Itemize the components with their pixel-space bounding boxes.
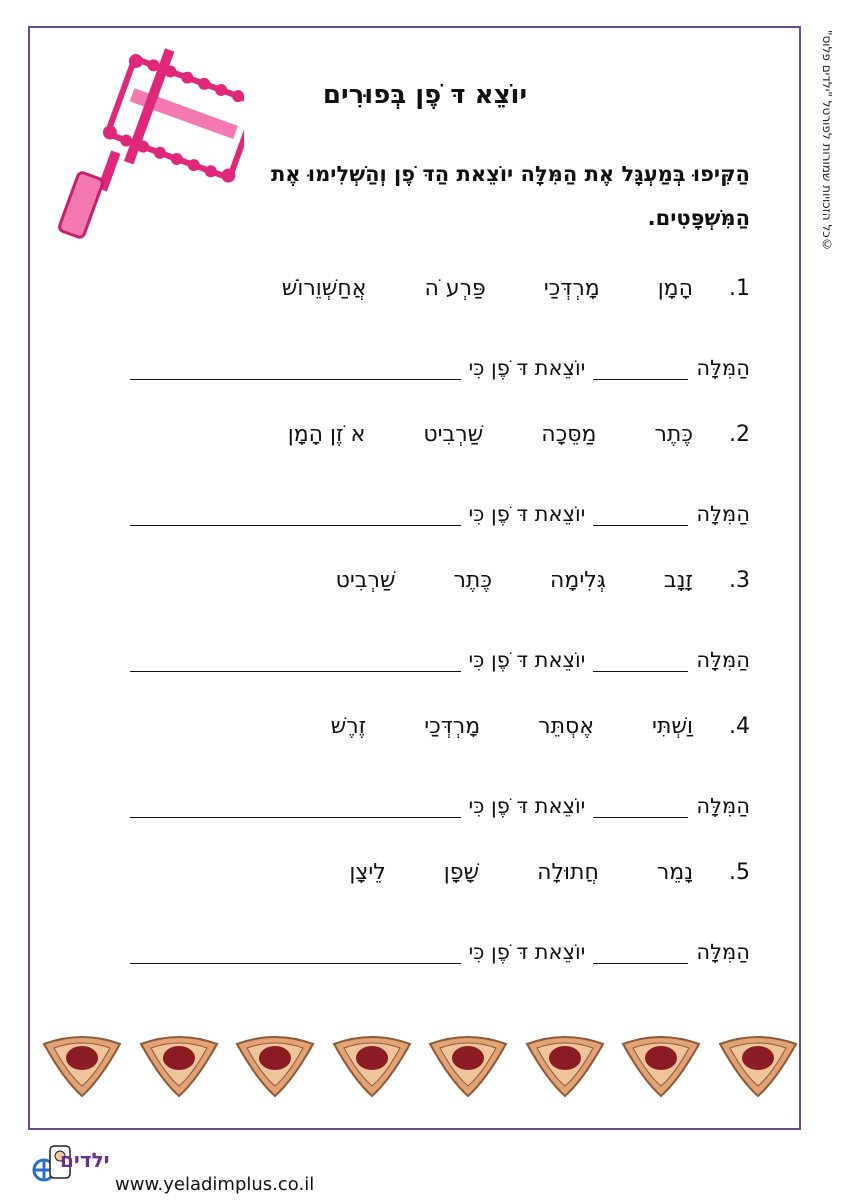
- logo-text: ילדים: [60, 1148, 110, 1172]
- word-option[interactable]: גְּלִימָה: [550, 567, 606, 593]
- answer-prefix: הַמִּלָּה: [696, 940, 750, 964]
- word-option[interactable]: זָנָב: [663, 567, 693, 593]
- hamantasch-icon: [619, 1030, 703, 1100]
- hamantasch-icon: [716, 1030, 800, 1100]
- reason-blank[interactable]: [130, 501, 461, 526]
- word-option[interactable]: שַׁרְבִיט: [335, 567, 396, 593]
- reason-blank[interactable]: [130, 939, 461, 964]
- reason-blank[interactable]: [130, 647, 461, 672]
- reason-blank[interactable]: [130, 355, 461, 380]
- answer-prefix: הַמִּלָּה: [696, 356, 750, 380]
- word-option[interactable]: כֶּתֶר: [654, 421, 693, 447]
- word-option[interactable]: א ֹזֶן הָמָן: [287, 421, 366, 447]
- question-number: 3.: [729, 567, 750, 593]
- answer-prefix: הַמִּלָּה: [696, 794, 750, 818]
- word-blank[interactable]: [593, 939, 688, 964]
- answer-sentence: [130, 778, 750, 818]
- hamantasch-icon: [40, 1030, 124, 1100]
- question-row: [130, 414, 750, 454]
- word-blank[interactable]: [593, 793, 688, 818]
- answer-sentence: [130, 340, 750, 380]
- word-blank[interactable]: [593, 501, 688, 526]
- hamantasch-icon: [426, 1030, 510, 1100]
- answer-sentence: [130, 924, 750, 964]
- word-option[interactable]: נָמֵר: [656, 859, 693, 885]
- word-option[interactable]: הָמָן: [657, 275, 693, 301]
- answer-middle: יוֹצֵאת דּ ֹפֶן כִּי: [468, 794, 586, 818]
- answer-middle: יוֹצֵאת דּ ֹפֶן כִּי: [468, 502, 586, 526]
- question-number: 5.: [729, 859, 750, 885]
- question-number: 2.: [729, 421, 750, 447]
- answer-middle: יוֹצֵאת דּ ֹפֶן כִּי: [468, 940, 586, 964]
- answer-prefix: הַמִּלָּה: [696, 502, 750, 526]
- word-option[interactable]: מָרְדְּכַי: [424, 713, 481, 739]
- hamantasch-icon: [523, 1030, 607, 1100]
- word-option[interactable]: זֶרֶשׁ: [330, 713, 367, 739]
- question-row: [130, 560, 750, 600]
- question-number: 1.: [729, 275, 750, 301]
- word-blank[interactable]: [593, 355, 688, 380]
- question-number: 4.: [729, 713, 750, 739]
- word-option[interactable]: וַשְׁתִּי: [652, 713, 693, 739]
- hamantaschen-row: [40, 1030, 800, 1110]
- word-option[interactable]: אֲחַשְׁוֵרוֹשׁ: [281, 275, 367, 301]
- word-option[interactable]: חֲתוּלָה: [537, 859, 599, 885]
- copyright-notice: [812, 30, 842, 260]
- word-blank[interactable]: [593, 647, 688, 672]
- answer-middle: יוֹצֵאת דּ ֹפֶן כִּי: [468, 648, 586, 672]
- answer-middle: יוֹצֵאת דּ ֹפֶן כִּי: [468, 356, 586, 380]
- worksheet-instructions: הַקִּיפוּ בְּמַעְגָּל אֶת הַמִּלָּה יוֹצֵאת הַדּ ֹפֶן וְהַשְׁלִימוּ אֶת הַמִּשְׁפָּטִים.: [270, 162, 750, 230]
- question-row: [130, 268, 750, 308]
- answer-sentence: [130, 486, 750, 526]
- question-row: [130, 706, 750, 746]
- question-row: [130, 852, 750, 892]
- word-option[interactable]: פַּרְע ֹה: [424, 275, 486, 301]
- worksheet-title: יוֹצֵא דּ ֹפֶן בְּפוּרִים: [322, 80, 528, 110]
- website-url[interactable]: www.yeladimplus.co.il: [115, 1174, 315, 1195]
- hamantasch-icon: [137, 1030, 221, 1100]
- word-option[interactable]: לֵיצָן: [349, 859, 386, 885]
- word-option[interactable]: שַׁרְבִיט: [423, 421, 484, 447]
- word-option[interactable]: כֶּתֶר: [453, 567, 493, 593]
- word-option[interactable]: מָרְדְּכַי: [543, 275, 600, 301]
- word-option[interactable]: מַסֵּכָה: [541, 421, 597, 447]
- answer-prefix: הַמִּלָּה: [696, 648, 750, 672]
- reason-blank[interactable]: [130, 793, 461, 818]
- hamantasch-icon: [233, 1030, 317, 1100]
- word-option[interactable]: שָׁפָן: [443, 859, 480, 885]
- hamantasch-icon: [330, 1030, 414, 1100]
- word-option[interactable]: אֶסְתֵּר: [538, 713, 595, 739]
- copyright-text: ©כל הזכויות שמורות לפורטל "ילדים פלוס": [820, 30, 834, 252]
- answer-sentence: [130, 632, 750, 672]
